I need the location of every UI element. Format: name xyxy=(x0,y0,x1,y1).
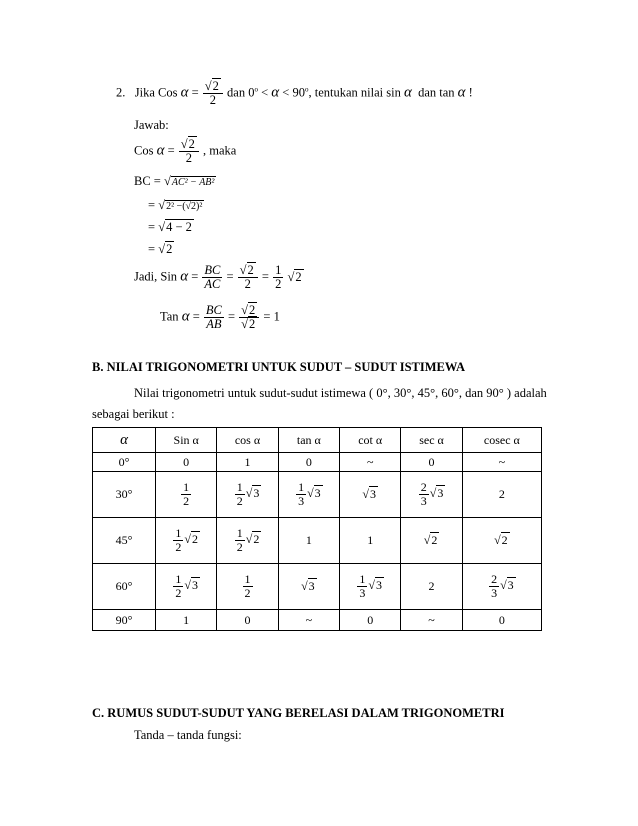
step2-line: = √4 − 2 xyxy=(148,220,192,234)
numerator: BC xyxy=(205,303,222,317)
tan-line: Tan α = $\frac{BC}{AB}$ = $\frac{√2}{√2}$ = 1 xyxy=(160,303,280,332)
denominator: AB xyxy=(206,317,222,332)
value-cell: ~ xyxy=(401,610,462,631)
value-cell: ~ xyxy=(462,453,541,472)
alpha-symbol: α xyxy=(180,84,189,101)
radicand: 2 xyxy=(249,303,256,317)
eq-one: = 1 xyxy=(263,309,280,324)
value-cell: √3 xyxy=(340,472,401,518)
jawab-label: Jawab: xyxy=(134,118,169,132)
problem-jika-cos: Jika Cos xyxy=(134,85,178,100)
denominator: AC xyxy=(204,277,221,292)
fraction-1-over-2 xyxy=(273,264,283,291)
denominator: 2 xyxy=(185,151,192,166)
degree-mark: o xyxy=(254,85,258,94)
value-cell: 0 xyxy=(156,453,217,472)
value-cell: $\frac{2}{3}$ √3 xyxy=(462,564,541,610)
angle-cell: 0° xyxy=(93,453,156,472)
value-cell: $\frac{1}{3}$ √3 xyxy=(340,564,401,610)
lt-sign: < xyxy=(261,85,269,100)
header-cell: α xyxy=(93,428,156,453)
header-cell: sec α xyxy=(401,428,462,453)
radicand: 2 xyxy=(249,317,256,332)
value-cell: 0 xyxy=(340,610,401,631)
fraction-sqrt2-over-sqrt2: $\frac{√2}{√2}$ xyxy=(239,304,259,331)
table-row xyxy=(93,518,542,564)
angle-cell: 60° xyxy=(93,564,156,610)
value-cell: 0 xyxy=(217,610,278,631)
alpha-symbol: α xyxy=(180,268,189,285)
header-cell: cosec α xyxy=(462,428,541,453)
angle-cell: 90° xyxy=(93,610,156,631)
value-cell: $\frac{1}{2}$ √3 xyxy=(156,564,217,610)
header-cell: cot α xyxy=(340,428,401,453)
value-cell: $\frac{1}{2}$ √3 xyxy=(217,472,278,518)
problem-tentukan: , tentukan nilai sin xyxy=(308,85,401,100)
maka-text: , maka xyxy=(203,143,237,158)
tan-label: Tan xyxy=(160,309,179,324)
value-cell: √2 xyxy=(462,518,541,564)
fraction-bc-ab xyxy=(204,304,224,331)
table-row xyxy=(93,453,542,472)
fraction-sqrt2-over-2: $\frac{√2}{2}$ xyxy=(203,80,223,107)
fraction-sqrt2-over-2: $\frac{√2}{2}$ xyxy=(179,138,199,165)
eq-sign: = xyxy=(191,85,199,100)
alpha-symbol: α xyxy=(403,84,412,101)
jadi-sin-line: Jadi, Sin α = $\frac{BC}{AC}$ = $\frac{√2}{2}$ = $\frac{1}{2}$ √2 xyxy=(134,263,302,292)
value-cell: $\frac{1}{2}$ √2 xyxy=(156,518,217,564)
alpha-symbol: α xyxy=(271,84,280,101)
bc-radicand: AC² − AB² xyxy=(171,177,215,188)
value-cell: 1 xyxy=(217,453,278,472)
denominator: 2 xyxy=(209,93,216,108)
header-cell: cos α xyxy=(217,428,278,453)
value-cell: $\frac{1}{2}$ xyxy=(156,472,217,518)
table-row xyxy=(93,472,542,518)
fraction-bc-ac xyxy=(202,264,222,291)
angle-cell: 30° xyxy=(93,472,156,518)
table-header-row xyxy=(93,428,542,453)
value-cell: 2 xyxy=(462,472,541,518)
section-c-title: C. RUMUS SUDUT-SUDUT YANG BERELASI DALAM TRIGONOMETRI xyxy=(92,706,505,720)
value-cell: √2 xyxy=(401,518,462,564)
value-cell: 2 xyxy=(401,564,462,610)
radicand: 2 xyxy=(247,263,254,277)
section-c-tanda: Tanda – tanda fungsi: xyxy=(134,728,242,742)
value-cell: 1 xyxy=(340,518,401,564)
value-cell: $\frac{2}{3}$ √3 xyxy=(401,472,462,518)
step2-radicand: 4 − 2 xyxy=(166,220,192,234)
radicand: 2 xyxy=(295,269,302,284)
denominator: 2 xyxy=(275,277,282,292)
problem-line xyxy=(116,80,473,107)
fraction-sqrt2-over-2: $\frac{√2}{2}$ xyxy=(238,264,258,291)
cos-line xyxy=(134,138,236,165)
bc-line: BC = √AC² − AB² xyxy=(134,174,215,188)
step1-line: = √2² −(√2)² xyxy=(148,198,203,212)
bc-label: BC = xyxy=(134,174,161,188)
numerator: BC xyxy=(204,263,221,277)
value-cell: $\frac{1}{3}$ √3 xyxy=(278,472,339,518)
value-cell: 1 xyxy=(156,610,217,631)
problem-dan: dan 0 xyxy=(227,85,255,100)
value-cell: 0 xyxy=(462,610,541,631)
radicand: 2 xyxy=(188,137,195,151)
value-cell: 0 xyxy=(401,453,462,472)
header-cell: tan α xyxy=(278,428,339,453)
value-cell: ~ xyxy=(278,610,339,631)
eq-sign: = xyxy=(167,143,175,158)
value-cell: 1 xyxy=(278,518,339,564)
table-row xyxy=(93,564,542,610)
section-b-title: B. NILAI TRIGONOMETRI UNTUK SUDUT – SUDUT ISTIMEWA xyxy=(92,360,465,374)
exclamation: ! xyxy=(468,85,473,100)
degree-mark: o xyxy=(304,85,309,94)
section-b-para1: Nilai trigonometri untuk sudut-sudut istimewa ( 0°, 30°, 45°, 60°, dan 90° ) adalah xyxy=(134,386,547,400)
value-cell: ~ xyxy=(340,453,401,472)
value-cell: $\frac{1}{2}$ xyxy=(217,564,278,610)
table-row xyxy=(93,610,542,631)
numerator: 1 xyxy=(275,263,282,277)
alpha-symbol: α xyxy=(181,308,190,325)
denominator: 2 xyxy=(244,277,251,292)
angle-cell: 45° xyxy=(93,518,156,564)
problem-dantan: dan tan xyxy=(418,85,455,100)
radicand: 2 xyxy=(212,79,219,93)
header-cell: Sin α xyxy=(156,428,217,453)
value-cell: $\frac{1}{2}$ √2 xyxy=(217,518,278,564)
cos-label: Cos xyxy=(134,143,154,158)
jadi-sin-label: Jadi, Sin xyxy=(134,269,178,284)
alpha-symbol: α xyxy=(457,84,466,101)
step3-line: = √2 xyxy=(148,242,173,256)
value-cell: √3 xyxy=(278,564,339,610)
value-cell: 0 xyxy=(278,453,339,472)
alpha-symbol: α xyxy=(156,142,165,159)
step3-radicand: 2 xyxy=(166,242,173,256)
trig-table xyxy=(92,427,542,631)
lt90: < 90 xyxy=(282,85,305,100)
step1-radicand: 2² −(√2)² xyxy=(166,201,203,212)
problem-number: 2. xyxy=(116,85,126,100)
section-b-para2: sebagai berikut : xyxy=(92,407,175,421)
